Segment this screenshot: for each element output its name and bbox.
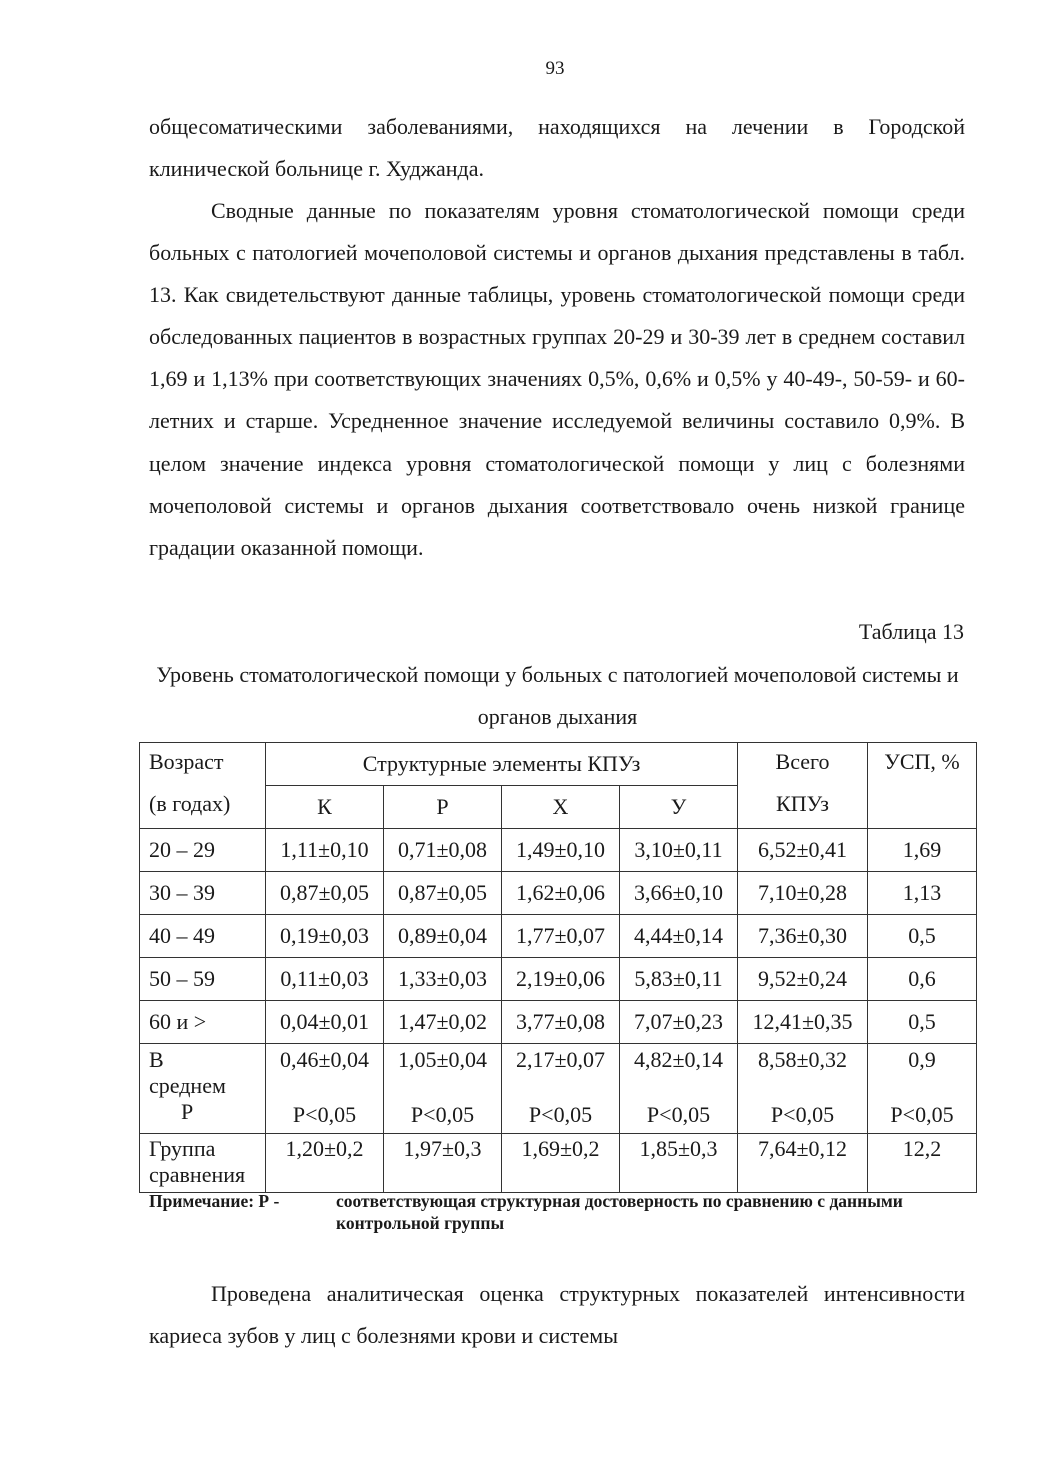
cell-k: 0,87±0,05 — [266, 872, 384, 915]
cell-total: 9,52±0,24 — [738, 958, 868, 1001]
cell-age-average — [140, 1044, 266, 1134]
table-row — [140, 1001, 977, 1044]
average-total-value: 8,58±0,32 — [757, 1047, 848, 1072]
cell-u: 4,44±0,14 — [620, 915, 738, 958]
cell-age: 20 – 29 — [140, 829, 266, 872]
cell-age: 60 и > — [140, 1001, 266, 1044]
cell-r: 1,33±0,03 — [384, 958, 502, 1001]
cell-usp: 1,13 — [868, 872, 977, 915]
note-text: соответствующая структурная достоверность по сравнению с данными контрольной группы — [336, 1191, 903, 1233]
average-label-p: Р — [181, 1099, 194, 1124]
header-usp — [868, 743, 977, 829]
page-number: 93 — [545, 58, 565, 79]
paragraph-2: Сводные данные по показателям уровня стоматологической помощи среди больных с патологией мочеполовой системы и органов дыхания представлены в табл. 13. Как свидетельствуют данные таблицы, уровень стоматологической помощи среди обследованных пациентов в возрастных группах 20-29 и 30-39 лет в среднем составил 1,69 и 1,13% при соответствующих значениях 0,5%, 0,6% и 0,5% у 40-49-, 50-59- и 60-летних и старше. Усредненное значение исследуемой величины составило 0,9%. В целом значение индекса уровня стоматологической помощи у лиц с болезнями мочеполовой системы и органов дыхания соответствовало очень низкой границе градации оказанной помощи. — [149, 198, 965, 560]
header-total — [738, 743, 868, 829]
average-x-p: Р<0,05 — [528, 1102, 593, 1127]
table-row — [140, 872, 977, 915]
paragraph-1: общесоматическими заболеваниями, находящихся на лечении в Городской клинической больнице г. Худжанда. — [149, 114, 965, 182]
cell-usp-average — [868, 1044, 977, 1134]
cell-total-comparison: 7,64±0,12 — [738, 1134, 868, 1193]
cell-x: 1,77±0,07 — [502, 915, 620, 958]
average-u-value: 4,82±0,14 — [633, 1047, 724, 1072]
cell-total: 7,10±0,28 — [738, 872, 868, 915]
cell-r: 1,47±0,02 — [384, 1001, 502, 1044]
paragraph-3: Проведена аналитическая оценка структурных показателей интенсивности кариеса зубов у лиц с болезнями крови и системы — [149, 1281, 965, 1349]
cell-x: 2,19±0,06 — [502, 958, 620, 1001]
cell-k: 0,04±0,01 — [266, 1001, 384, 1044]
average-label-line2: среднем — [149, 1073, 226, 1098]
table-title: Уровень стоматологической помощи у больных с патологией мочеполовой системы и органов дыхания — [156, 662, 959, 729]
cell-u: 3,66±0,10 — [620, 872, 738, 915]
cell-k-comparison: 1,20±0,2 — [266, 1134, 384, 1193]
cell-u-comparison: 1,85±0,3 — [620, 1134, 738, 1193]
cell-usp: 0,6 — [868, 958, 977, 1001]
header-age — [140, 743, 266, 829]
header-u: У — [620, 786, 738, 829]
cell-r: 0,89±0,04 — [384, 915, 502, 958]
cell-total: 6,52±0,41 — [738, 829, 868, 872]
cell-k: 1,11±0,10 — [266, 829, 384, 872]
cell-r-average — [384, 1044, 502, 1134]
cell-x-comparison: 1,69±0,2 — [502, 1134, 620, 1193]
cell-age-comparison — [140, 1134, 266, 1193]
cell-r: 0,87±0,05 — [384, 872, 502, 915]
table-row-average — [140, 1044, 977, 1134]
comparison-label-line2: сравнения — [149, 1162, 246, 1187]
table-row-comparison — [140, 1134, 977, 1193]
average-r-value: 1,05±0,04 — [397, 1047, 488, 1072]
header-age-line1: Возраст — [149, 749, 224, 774]
cell-age: 50 – 59 — [140, 958, 266, 1001]
cell-x: 1,62±0,06 — [502, 872, 620, 915]
average-u-p: Р<0,05 — [646, 1102, 711, 1127]
cell-total-average — [738, 1044, 868, 1134]
table-header-row-1 — [140, 743, 977, 786]
cell-u-average — [620, 1044, 738, 1134]
cell-x: 1,49±0,10 — [502, 829, 620, 872]
cell-total: 12,41±0,35 — [738, 1001, 868, 1044]
cell-r-comparison: 1,97±0,3 — [384, 1134, 502, 1193]
cell-k-average — [266, 1044, 384, 1134]
cell-u: 5,83±0,11 — [620, 958, 738, 1001]
header-age-line2: (в годах) — [149, 791, 231, 816]
average-x-value: 2,17±0,07 — [515, 1047, 606, 1072]
table-label: Таблица 13 — [858, 619, 964, 644]
note-label: Примечание: Р - — [149, 1191, 280, 1211]
cell-u: 3,10±0,11 — [620, 829, 738, 872]
average-total-p: Р<0,05 — [770, 1102, 835, 1127]
header-structural-elements: Структурные элементы КПУз — [266, 743, 738, 786]
cell-r: 0,71±0,08 — [384, 829, 502, 872]
header-k: К — [266, 786, 384, 829]
cell-x: 3,77±0,08 — [502, 1001, 620, 1044]
data-table — [139, 742, 977, 1193]
cell-k: 0,11±0,03 — [266, 958, 384, 1001]
comparison-label-line1: Группа — [149, 1136, 216, 1161]
cell-age: 30 – 39 — [140, 872, 266, 915]
cell-u: 7,07±0,23 — [620, 1001, 738, 1044]
average-usp-value: 0,9 — [908, 1047, 936, 1072]
cell-total: 7,36±0,30 — [738, 915, 868, 958]
table-row — [140, 829, 977, 872]
header-total-line2: КПУз — [776, 791, 829, 816]
average-r-p: Р<0,05 — [410, 1102, 475, 1127]
header-x: Х — [502, 786, 620, 829]
average-k-value: 0,46±0,04 — [279, 1047, 370, 1072]
average-usp-p: Р<0,05 — [890, 1102, 954, 1127]
cell-usp: 0,5 — [868, 915, 977, 958]
header-usp-text: УСП, % — [884, 749, 960, 774]
cell-age: 40 – 49 — [140, 915, 266, 958]
header-total-line1: Всего — [775, 749, 830, 774]
cell-x-average — [502, 1044, 620, 1134]
cell-usp: 0,5 — [868, 1001, 977, 1044]
average-k-p: Р<0,05 — [292, 1102, 357, 1127]
header-r: Р — [384, 786, 502, 829]
cell-usp-comparison: 12,2 — [868, 1134, 977, 1193]
cell-usp: 1,69 — [868, 829, 977, 872]
table-row — [140, 915, 977, 958]
table-row — [140, 958, 977, 1001]
cell-k: 0,19±0,03 — [266, 915, 384, 958]
average-label-line1: В — [149, 1047, 164, 1072]
